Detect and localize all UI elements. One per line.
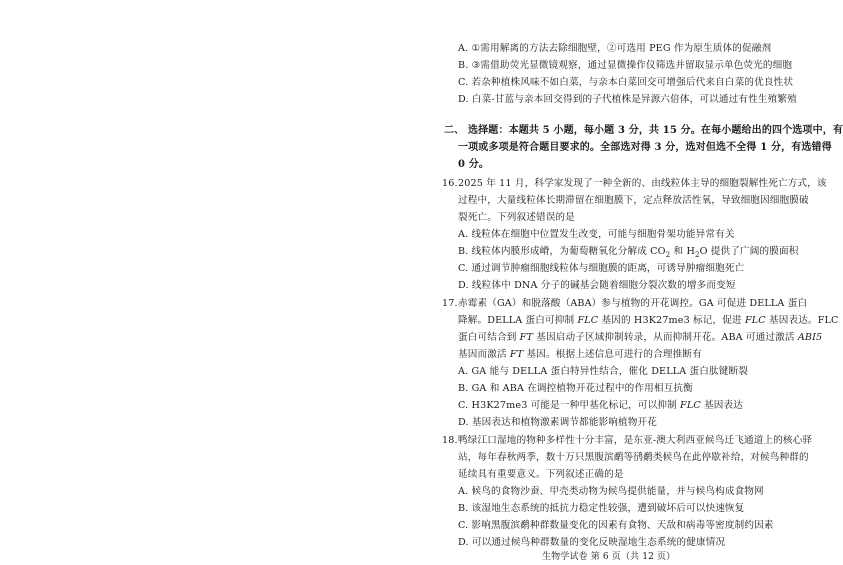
q16-option-b: B. 线粒体内膜形成嵴，为葡萄糖氧化分解成 $CO_2$ 和 $H_2O$ 提供了广阔的膜面积	[458, 246, 799, 259]
q15-option-a: A. ①需用解离的方法去除细胞壁，②可选用 PEG 作为原生质体的促融剂	[458, 43, 772, 54]
section-number: 二、	[444, 125, 465, 136]
q16-number: 16.	[442, 178, 458, 189]
q18-option-a: A. 候鸟的食物沙蚕、甲壳类动物为候鸟提供能量，并与候鸟构成食物网	[458, 486, 764, 497]
q17-stem-line: 蛋白可结合到 FT 基因启动子区域抑制转录，从而抑制开花。ABA 可通过激活 ABI5	[458, 332, 823, 343]
q18-stem-line: 站，每年春秋两季，数十万只黑腹滨鹬等鸻鹬类候鸟在此停歇补给，对候鸟种群的	[458, 452, 809, 463]
q15-option-c: C. 若杂种植株风味不如白菜，与亲本白菜回交可增强后代来自白菜的优良性状	[458, 77, 794, 88]
q17-stem-line: 赤霉素（GA）和脱落酸（ABA）参与植物的开花调控。GA 可促进 DELLA 蛋白	[458, 298, 808, 309]
q18-option-c: C. 影响黑腹滨鹬种群数量变化的因素有食物、天敌和病毒等密度制约因素	[458, 520, 774, 531]
q15-option-d: D. 白菜-甘蓝与亲本回交得到的子代植株是异源六倍体，可以通过有性生殖繁殖	[458, 94, 797, 105]
q17-number: 17.	[442, 298, 458, 309]
q16-option-a: A. 线粒体在细胞中位置发生改变，可能与细胞骨架功能异常有关	[458, 229, 735, 240]
q15-option-b: B. ③需借助荧光显微镜观察，通过显微操作仪筛选并留取显示单色荧光的细胞	[458, 60, 793, 71]
q18-stem-line: 鸭绿江口湿地的物种多样性十分丰富，是东亚-澳大利西亚候鸟迁飞通道上的核心驿	[458, 435, 813, 446]
q18-option-d: D. 可以通过候鸟种群数量的变化反映湿地生态系统的健康情况	[458, 537, 726, 548]
q16-option-d: D. 线粒体中 DNA 分子的碱基会随着细胞分裂次数的增多而变短	[458, 280, 736, 291]
q17-stem-line: 基因而激活 FT 基因。根据上述信息可进行的合理推断有	[458, 349, 702, 360]
q17-stem-line: 降解。DELLA 蛋白可抑制 FLC 基因的 H3K27me3 标记，促进 FLC 基因表达。FLC	[458, 315, 839, 326]
section-instructions-line: 0 分。	[458, 159, 490, 170]
q16-stem-line: 2025 年 11 月，科学家发现了一种全新的、由线粒体主导的细胞裂解性死亡方式，该	[458, 178, 827, 189]
q17-option-d: D. 基因表达和植物激素调节都能影响植物开花	[458, 417, 658, 428]
q17-option-b: B. GA 和 ABA 在调控植物开花过程中的作用相互抗衡	[458, 383, 693, 394]
section-instructions-line: 一项或多项是符合题目要求的。全部选对得 3 分，选对但选不全得 1 分，有选错得	[458, 142, 832, 153]
page-footer: 生物学试卷 第 6 页（共 12 页）	[542, 552, 676, 562]
q16-stem-line: 过程中，大量线粒体长期滞留在细胞膜下，定点释放活性氧，导致细胞因细胞膜破	[458, 195, 809, 206]
q18-number: 18.	[442, 435, 458, 446]
q17-option-c: C. H3K27me3 可能是一种甲基化标记，可以抑制 FLC 基因表达	[458, 400, 744, 411]
q17-option-a: A. GA 能与 DELLA 蛋白特异性结合，催化 DELLA 蛋白肽键断裂	[458, 366, 748, 377]
q18-stem-line: 延续具有重要意义。下列叙述正确的是	[458, 469, 624, 480]
q16-stem-line: 裂死亡。下列叙述错误的是	[458, 212, 575, 223]
q16-option-c: C. 通过调节肿瘤细胞线粒体与细胞膜的距离，可诱导肿瘤细胞死亡	[458, 263, 745, 274]
q18-option-b: B. 该湿地生态系统的抵抗力稳定性较强，遭到破坏后可以快速恢复	[458, 503, 745, 514]
section-instructions-line: 选择题：本题共 5 小题，每小题 3 分，共 15 分。在每小题给出的四个选项中，有	[468, 125, 843, 136]
